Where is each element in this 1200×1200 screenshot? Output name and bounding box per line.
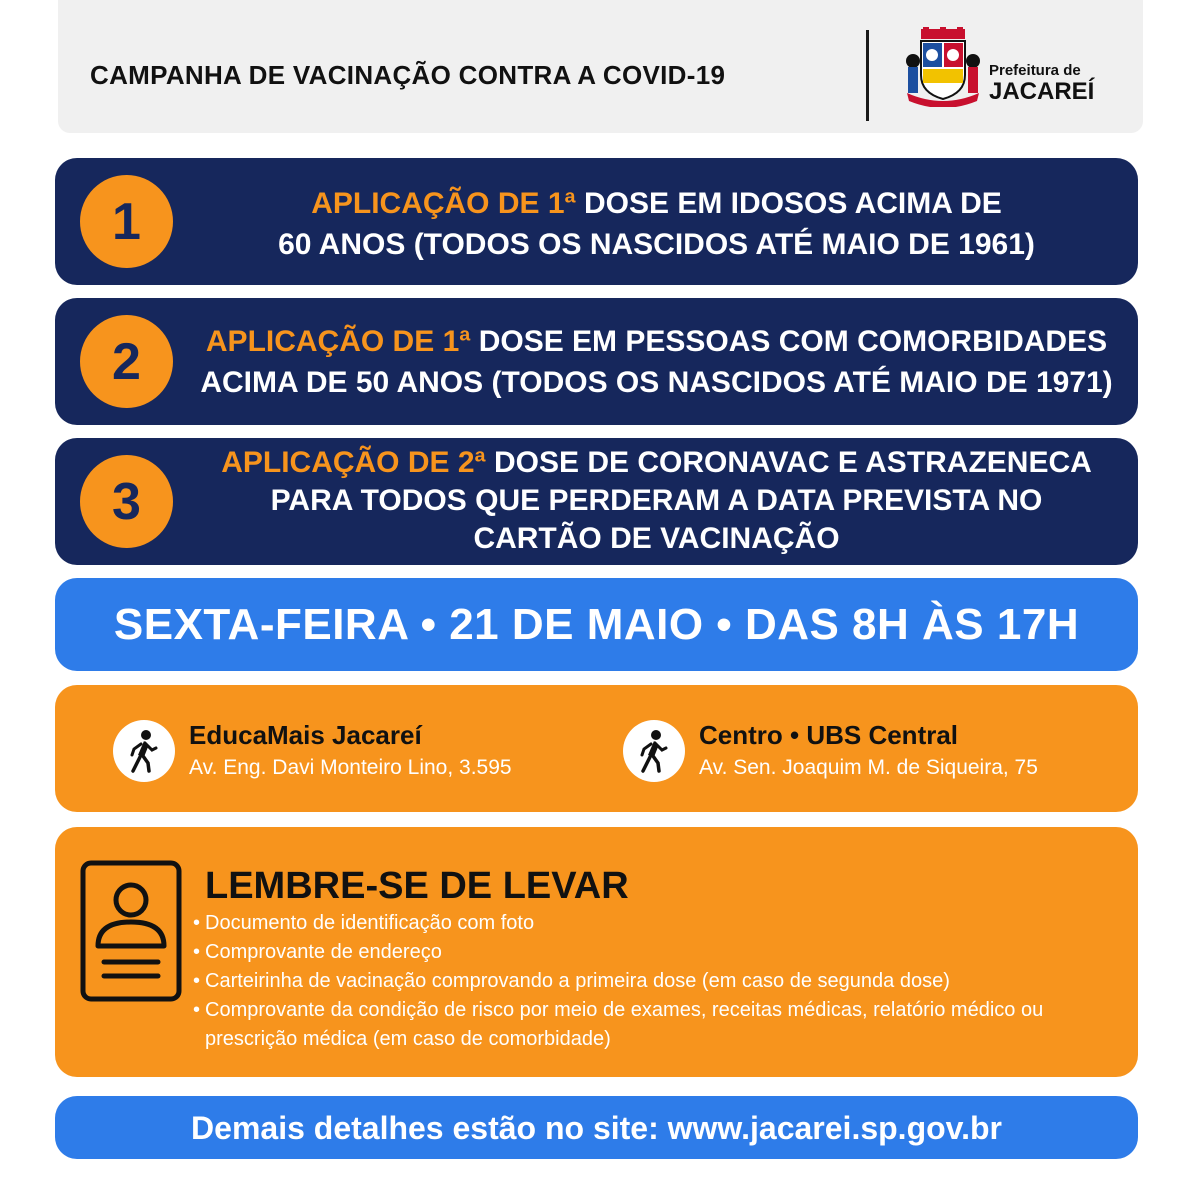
walking-person-icon	[623, 720, 685, 782]
header-divider	[866, 30, 869, 121]
id-card-icon	[80, 860, 182, 1002]
reminder-panel	[55, 827, 1138, 1077]
step-line-1	[195, 444, 1118, 482]
step-line-3: CARTÃO DE VACINAÇÃO	[473, 522, 840, 555]
step-highlight: APLICAÇÃO DE 1ª	[205, 325, 471, 358]
reminder-title: LEMBRE-SE DE LEVAR	[205, 865, 629, 907]
step-line-2: 60 ANOS (TODOS OS NASCIDOS ATÉ MAIO DE 1961)	[278, 228, 1035, 261]
reminder-item: • Comprovante da condição de risco por meio de exames, receitas médicas, relatório médico ou prescrição médica (em caso de comorbidade)	[193, 996, 1128, 1054]
step-number-badge: 3	[80, 455, 173, 548]
step-line-2: ACIMA DE 50 ANOS (TODOS OS NASCIDOS ATÉ MAIO DE 1971)	[200, 366, 1113, 399]
location-item-ubs-central[interactable]	[623, 720, 1093, 780]
reminder-item: • Comprovante de endereço	[193, 938, 1128, 967]
step-panel-1	[55, 158, 1138, 285]
step-text	[195, 321, 1118, 403]
locations-panel	[55, 685, 1138, 812]
walking-person-icon	[113, 720, 175, 782]
footer-banner	[55, 1096, 1138, 1159]
reminder-item: • Carteirinha de vacinação comprovando a primeira dose (em caso de segunda dose)	[193, 967, 1128, 996]
step-line-1-rest: DOSE EM IDOSOS ACIMA DE	[575, 187, 1002, 220]
step-line-1-rest: DOSE DE CORONAVAC E ASTRAZENECA	[485, 446, 1092, 479]
reminder-list	[193, 909, 1128, 1054]
step-line-1	[195, 183, 1118, 224]
date-banner-text: SEXTA-FEIRA • 21 DE MAIO • DAS 8H ÀS 17H	[113, 600, 1080, 649]
campaign-title: CAMPANHA DE VACINAÇÃO CONTRA A COVID-19	[90, 60, 726, 90]
reminder-item: • Documento de identificação com foto	[193, 909, 1128, 938]
step-number-badge: 1	[80, 175, 173, 268]
location-name: EducaMais Jacareí	[189, 720, 422, 750]
step-highlight: APLICAÇÃO DE 1ª	[311, 187, 576, 220]
step-line-2: PARA TODOS QUE PERDERAM A DATA PREVISTA NO	[270, 484, 1043, 517]
step-panel-2	[55, 298, 1138, 425]
step-number-badge: 2	[80, 315, 173, 408]
step-text	[195, 444, 1118, 558]
step-panel-3	[55, 438, 1138, 565]
location-item-educamais[interactable]	[113, 720, 573, 780]
location-address: Av. Sen. Joaquim M. de Siqueira, 75	[699, 756, 1038, 779]
prefeitura-logo[interactable]	[903, 27, 1103, 107]
logo-city-name: JACAREÍ	[989, 78, 1095, 105]
step-highlight: APLICAÇÃO DE 2ª	[221, 446, 486, 479]
logo-subtitle: Prefeitura de	[989, 62, 1081, 79]
date-banner	[55, 578, 1138, 671]
header-bar	[58, 0, 1143, 133]
step-line-1-rest: DOSE EM PESSOAS COM COMORBIDADES	[470, 325, 1108, 358]
step-text	[195, 183, 1118, 265]
location-name: Centro • UBS Central	[699, 720, 959, 750]
coat-of-arms-icon	[903, 27, 983, 107]
footer-website-link[interactable]: Demais detalhes estão no site: www.jacarei.sp.gov.br	[191, 1110, 1002, 1146]
step-line-1	[195, 321, 1118, 362]
location-address: Av. Eng. Davi Monteiro Lino, 3.595	[189, 756, 512, 779]
